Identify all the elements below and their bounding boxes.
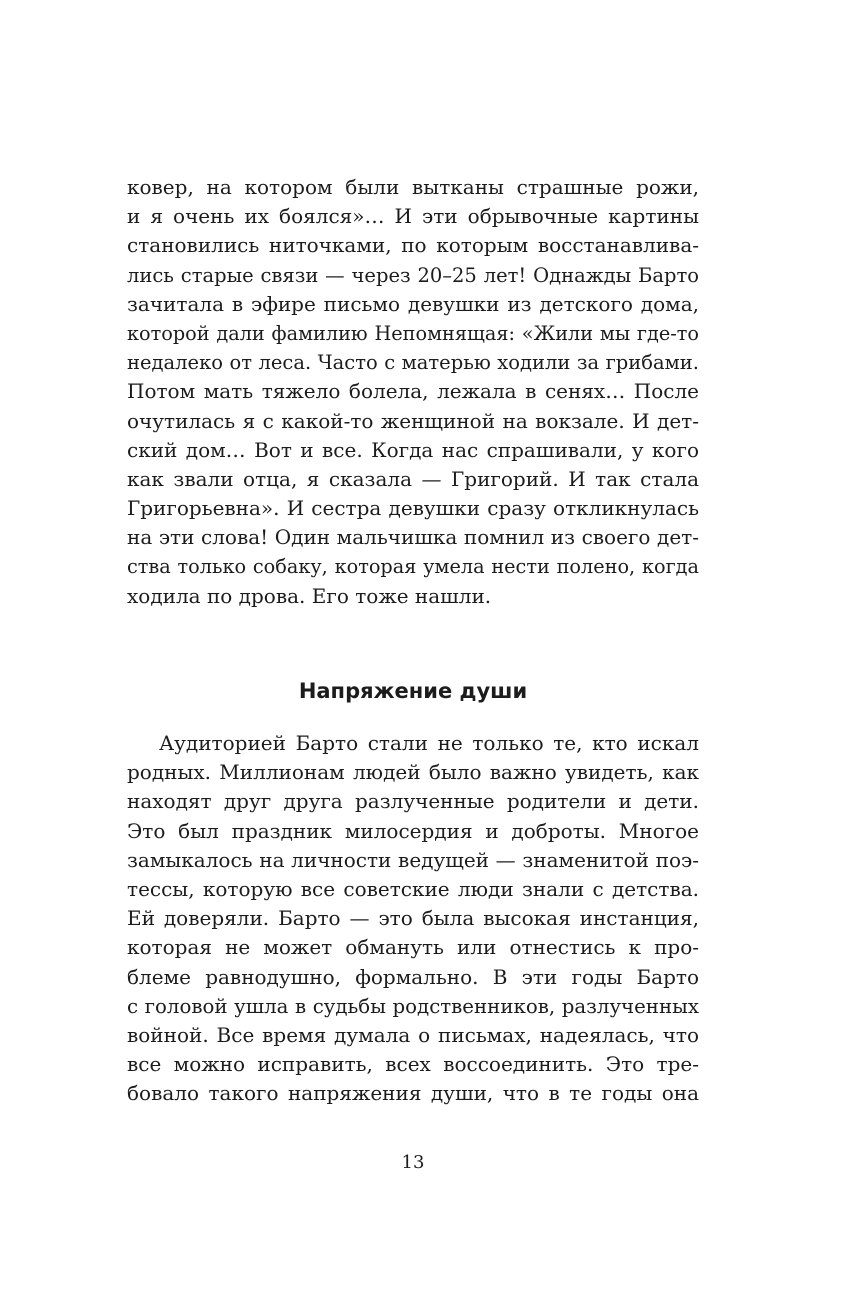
text-line: родных. Миллионам людей было важно увидеть, как	[127, 760, 699, 785]
text-line: и я очень их боялся»… И эти обрывочные картины	[127, 204, 699, 229]
text-line: Потом мать тяжело болела, лежала в сенях… После	[127, 379, 699, 404]
paragraph-continued	[127, 173, 699, 611]
text-line: как звали отца, я сказала — Григорий. И так стала	[127, 466, 699, 491]
text-line: Григорьевна». И сестра девушки сразу откликнулась	[127, 496, 699, 521]
text-line: Аудиторией Барто стали не только те, кто искал	[159, 731, 699, 755]
text-line: ковер, на котором были вытканы страшные рожи,	[127, 175, 699, 199]
text-line: замыкалось на личности ведущей — знаменитой поэ-	[127, 847, 699, 872]
text-line: находят друг друга разлученные родители и дети.	[127, 789, 699, 814]
text-line: которой дали фамилию Непомнящая: «Жили мы где-то	[127, 321, 699, 345]
text-line: ходила по дрова. Его тоже нашли.	[127, 583, 492, 608]
text-line: все можно исправить, всех воссоединить. Это тре-	[127, 1052, 699, 1077]
text-line: бовало такого напряжения души, что в те годы она	[127, 1081, 699, 1106]
text-line: войной. Все время думала о письмах, надеялась, что	[127, 1022, 699, 1047]
section-heading: Напряжение души	[298, 679, 528, 703]
paragraph-section	[127, 729, 699, 1108]
text-line: недалеко от леса. Часто с матерью ходили за грибами.	[127, 351, 699, 375]
page-number: 13	[401, 1152, 425, 1173]
text-line: ства только собаку, которая умела нести полено, когда	[127, 555, 699, 579]
text-line: с головой ушла в судьбы родственников, разлученных	[127, 994, 699, 1018]
text-line: очутилась я с какой-то женщиной на вокзале. И дет-	[127, 408, 699, 433]
text-line: Ей доверяли. Барто — это была высокая инстанция,	[127, 906, 699, 931]
text-line: которая не может обмануть или отнестись к про-	[127, 935, 699, 960]
text-line: лись старые связи — через 20–25 лет! Однажды Барто	[127, 263, 699, 287]
text-line: становились ниточками, по которым восстанавлива-	[127, 233, 699, 258]
text-line: тессы, которую все советские люди знали с детства.	[127, 876, 699, 901]
text-line: на эти слова! Один мальчишка помнил из своего дет-	[127, 525, 699, 550]
text-line: ский дом… Вот и все. Когда нас спрашивали, у кого	[127, 437, 699, 462]
text-line: зачитала в эфире письмо девушки из детского дома,	[127, 291, 699, 316]
text-line: Это был праздник милосердия и доброты. Многое	[127, 818, 699, 843]
text-line: блеме равнодушно, формально. В эти годы Барто	[127, 964, 699, 989]
